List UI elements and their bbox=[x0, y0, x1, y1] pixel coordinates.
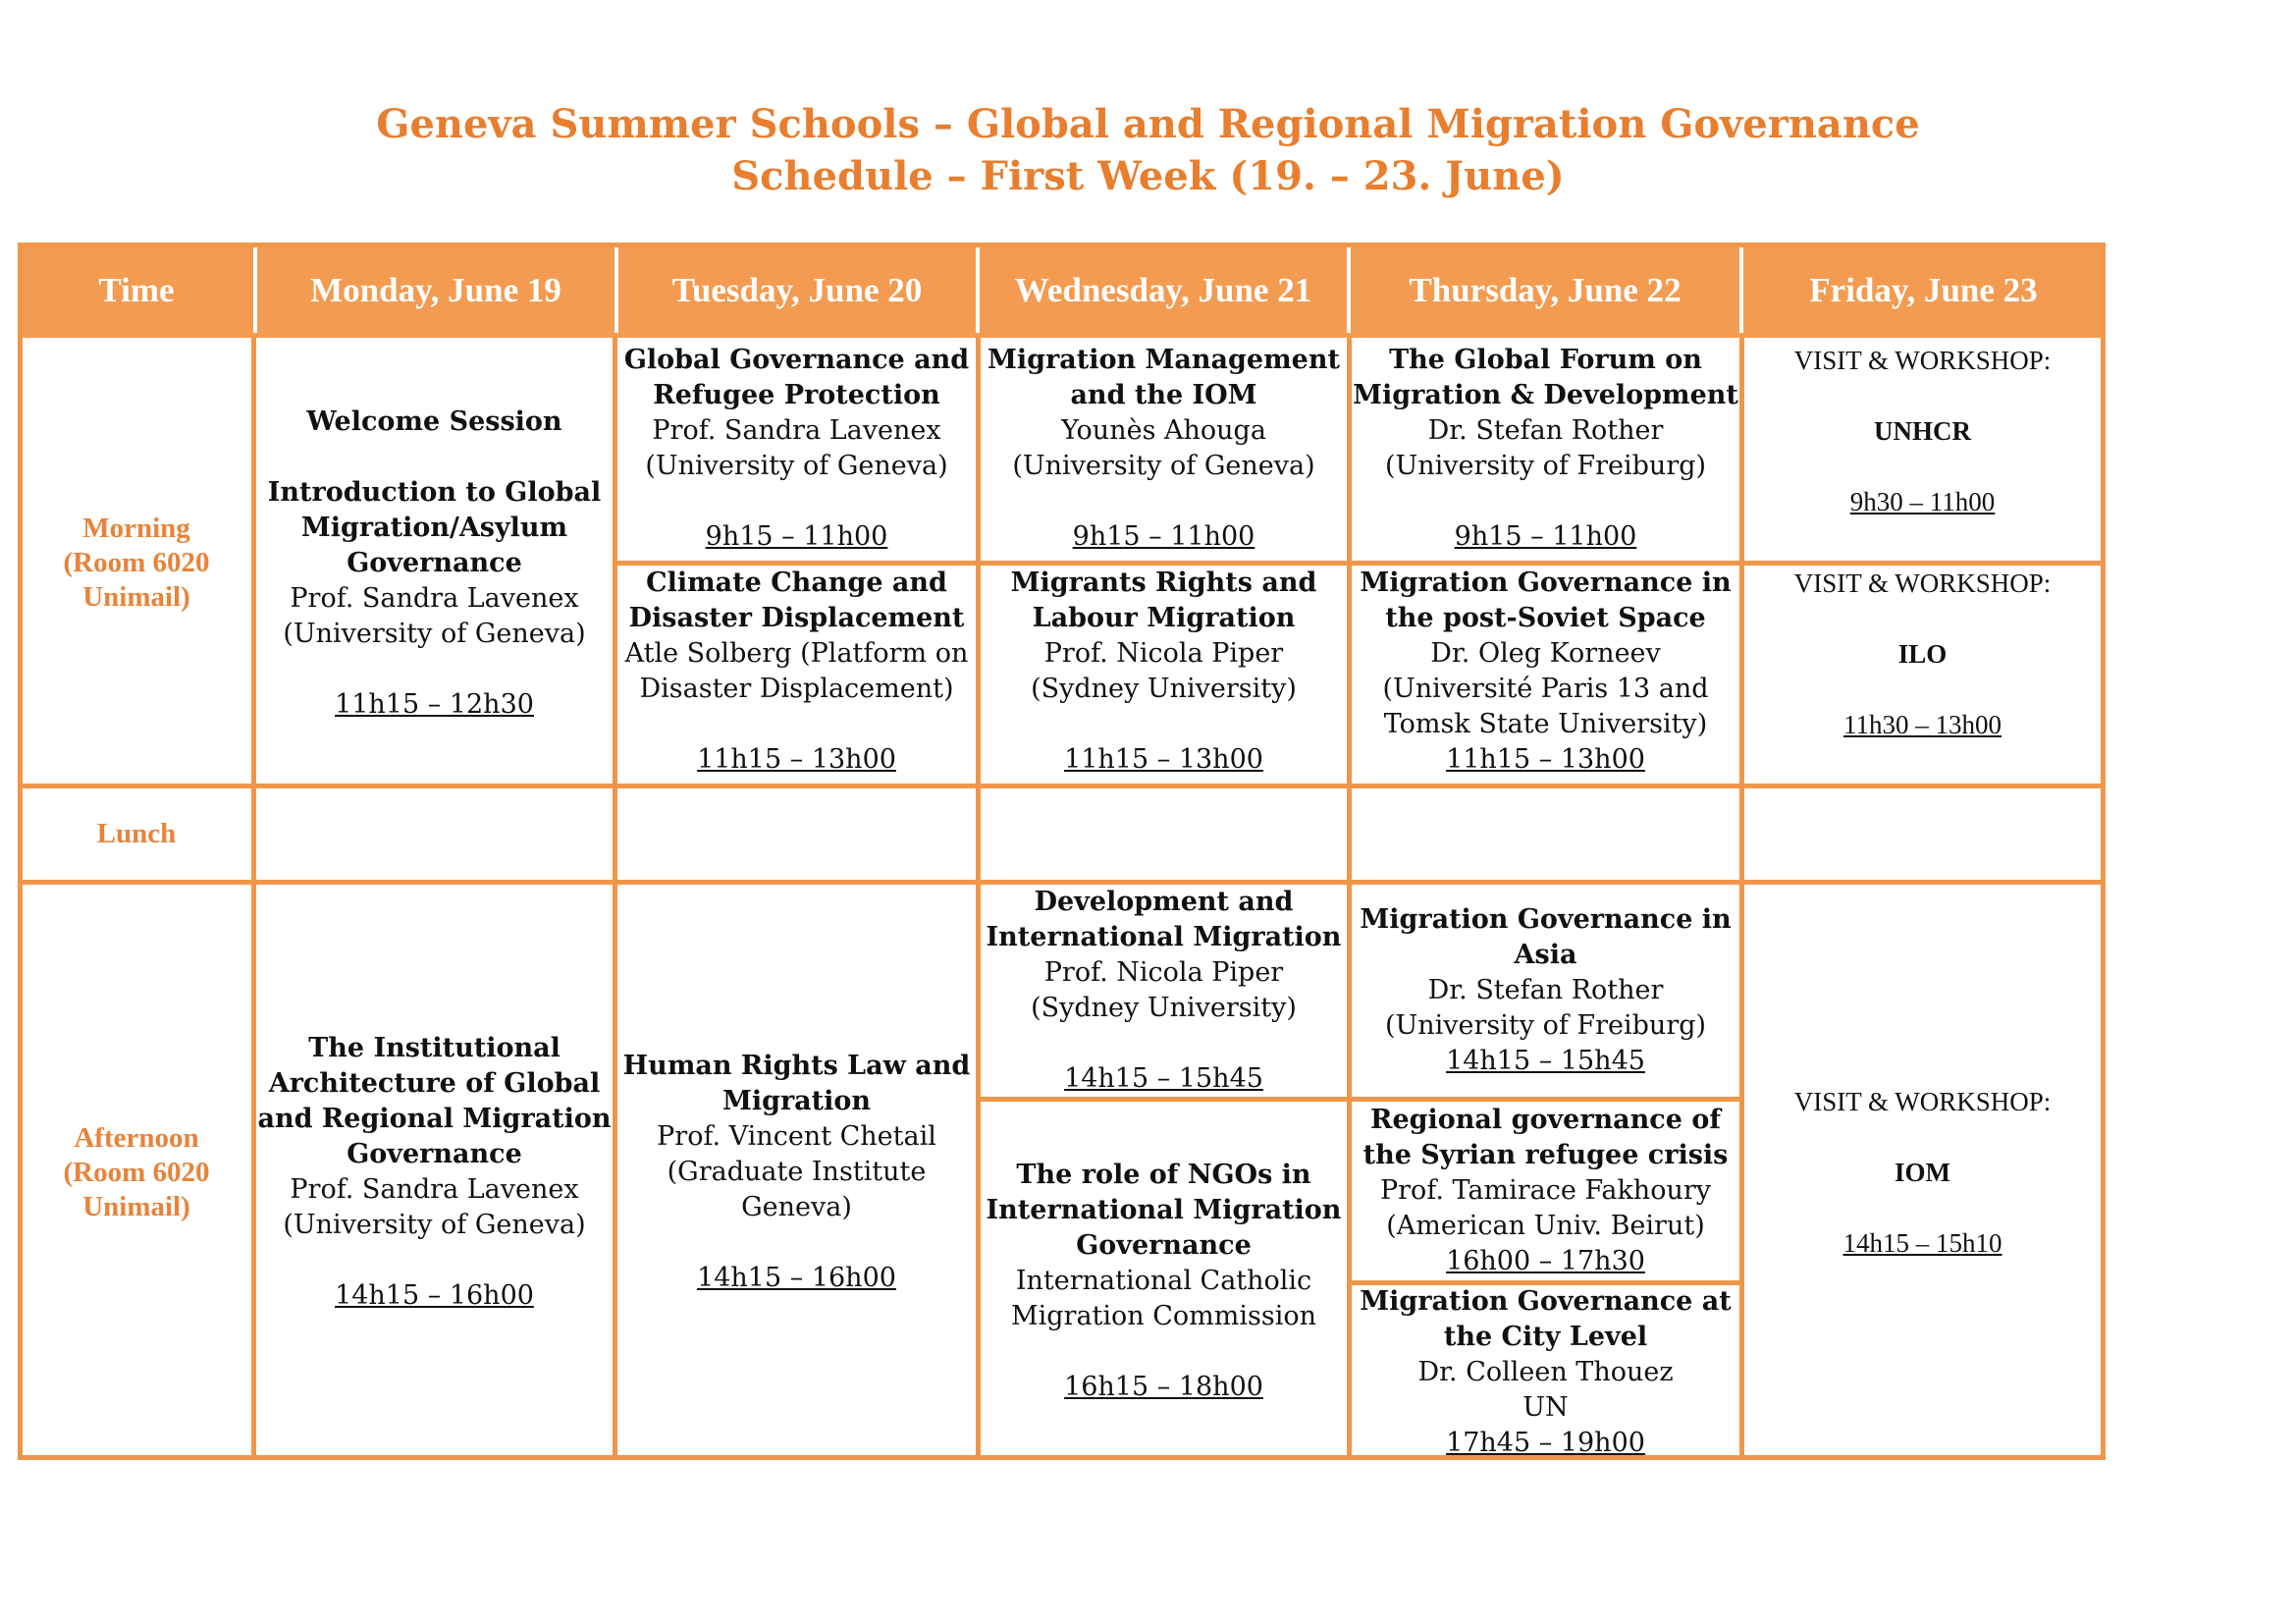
session-thu-pm1: Migration Governance in Asia Dr. Stefan Rother (University of Freiburg) 14h15 – 15h45 bbox=[1352, 885, 1739, 1097]
session-thu-pm3: Migration Governance at the City Level Dr. Colleen Thouez UN 17h45 – 19h00 bbox=[1352, 1285, 1739, 1460]
page-title: Geneva Summer Schools – Global and Regional Migration Governance bbox=[376, 101, 1920, 147]
row-divider bbox=[18, 784, 2106, 788]
header-thursday: Thursday, June 22 bbox=[1409, 270, 1682, 309]
session-mon-pm: The Institutional Architecture of Global and Regional Migration Governance Prof. Sandra Lavenex (University of Geneva) 14h15 – 16h00 bbox=[256, 885, 613, 1460]
row-label-morning: Morning (Room 6020 Unimail) bbox=[63, 513, 210, 613]
session-time: 9h15 – 11h00 bbox=[1072, 521, 1255, 552]
session-welcome: Welcome Session bbox=[306, 406, 562, 437]
header-friday: Friday, June 23 bbox=[1809, 270, 2038, 309]
row-label-lunch: Lunch bbox=[96, 818, 177, 849]
session-tue-am1: Global Governance and Refugee Protection Prof. Sandra Lavenex (University of Geneva) 9h15 – 11h00 bbox=[617, 343, 976, 561]
session-time: 14h15 – 15h45 bbox=[1446, 1046, 1645, 1076]
session-wed-pm1: Development and International Migration Prof. Nicola Piper (Sydney University) 14h15 – 15h45 bbox=[981, 885, 1347, 1097]
session-fri-pm: VISIT & WORKSHOP: IOM 14h15 – 15h10 bbox=[1744, 885, 2101, 1460]
session-time: 9h15 – 11h00 bbox=[705, 521, 888, 552]
session-tue-am2: Climate Change and Disaster Displacement Atle Solberg (Platform on Disaster Displacement) 11h15 – 13h00 bbox=[617, 566, 976, 784]
session-wed-am2: Migrants Rights and Labour Migration Prof. Nicola Piper (Sydney University) 11h15 – 13h00 bbox=[981, 566, 1347, 784]
session-thu-am2: Migration Governance in the post-Soviet Space Dr. Oleg Korneev (Université Paris 13 and Tomsk State University) 11h15 – 13h00 bbox=[1352, 566, 1739, 784]
session-time: 11h30 – 13h00 bbox=[1843, 710, 2002, 739]
session-time: 14h15 – 16h00 bbox=[335, 1280, 534, 1311]
header-monday: Monday, June 19 bbox=[310, 270, 561, 309]
row-label-afternoon: Afternoon (Room 6020 Unimail) bbox=[63, 1121, 210, 1222]
header-tuesday: Tuesday, June 20 bbox=[671, 270, 923, 309]
session-wed-pm2: The role of NGOs in International Migration Governance International Catholic Migration Commission 16h15 – 18h00 bbox=[981, 1102, 1347, 1460]
header-wednesday: Wednesday, June 21 bbox=[1014, 270, 1312, 309]
session-time: 11h15 – 13h00 bbox=[697, 744, 896, 775]
session-time: 17h45 – 19h00 bbox=[1446, 1428, 1645, 1458]
session-time: 11h15 – 13h00 bbox=[1064, 744, 1263, 775]
session-time: 16h00 – 17h30 bbox=[1446, 1246, 1645, 1276]
session-fri-am1: VISIT & WORKSHOP: UNHCR 9h30 – 11h00 bbox=[1744, 343, 2101, 561]
session-thu-am1: The Global Forum on Migration & Development Dr. Stefan Rother (University of Freiburg) 9h15 – 11h00 bbox=[1352, 343, 1739, 561]
session-time: 11h15 – 13h00 bbox=[1446, 744, 1645, 775]
session-time: 9h30 – 11h00 bbox=[1849, 487, 1996, 516]
page-subtitle: Schedule – First Week (19. – 23. June) bbox=[731, 153, 1565, 199]
session-time: 14h15 – 15h10 bbox=[1842, 1228, 2002, 1258]
header-time: Time bbox=[98, 270, 175, 309]
session-mon-am: Welcome Session Introduction to Global Migration/Asylum Governance Prof. Sandra Lavenex (University of Geneva) 11h15 – 12h30 bbox=[256, 343, 613, 784]
session-time: 9h15 – 11h00 bbox=[1454, 521, 1637, 552]
session-tue-pm: Human Rights Law and Migration Prof. Vincent Chetail (Graduate Institute Geneva) 14h15 – 16h00 bbox=[617, 885, 976, 1460]
session-time: 16h15 – 18h00 bbox=[1064, 1371, 1263, 1402]
session-time: 11h15 – 12h30 bbox=[335, 688, 534, 720]
session-time: 14h15 – 15h45 bbox=[1064, 1063, 1263, 1094]
session-wed-am1: Migration Management and the IOM Younès Ahouga (University of Geneva) 9h15 – 11h00 bbox=[981, 343, 1347, 561]
session-fri-am2: VISIT & WORKSHOP: ILO 11h30 – 13h00 bbox=[1744, 566, 2101, 784]
session-thu-pm2: Regional governance of the Syrian refugee crisis Prof. Tamirace Fakhoury (American Univ. Beirut) 16h00 – 17h30 bbox=[1352, 1102, 1739, 1280]
session-time: 14h15 – 16h00 bbox=[697, 1263, 896, 1293]
